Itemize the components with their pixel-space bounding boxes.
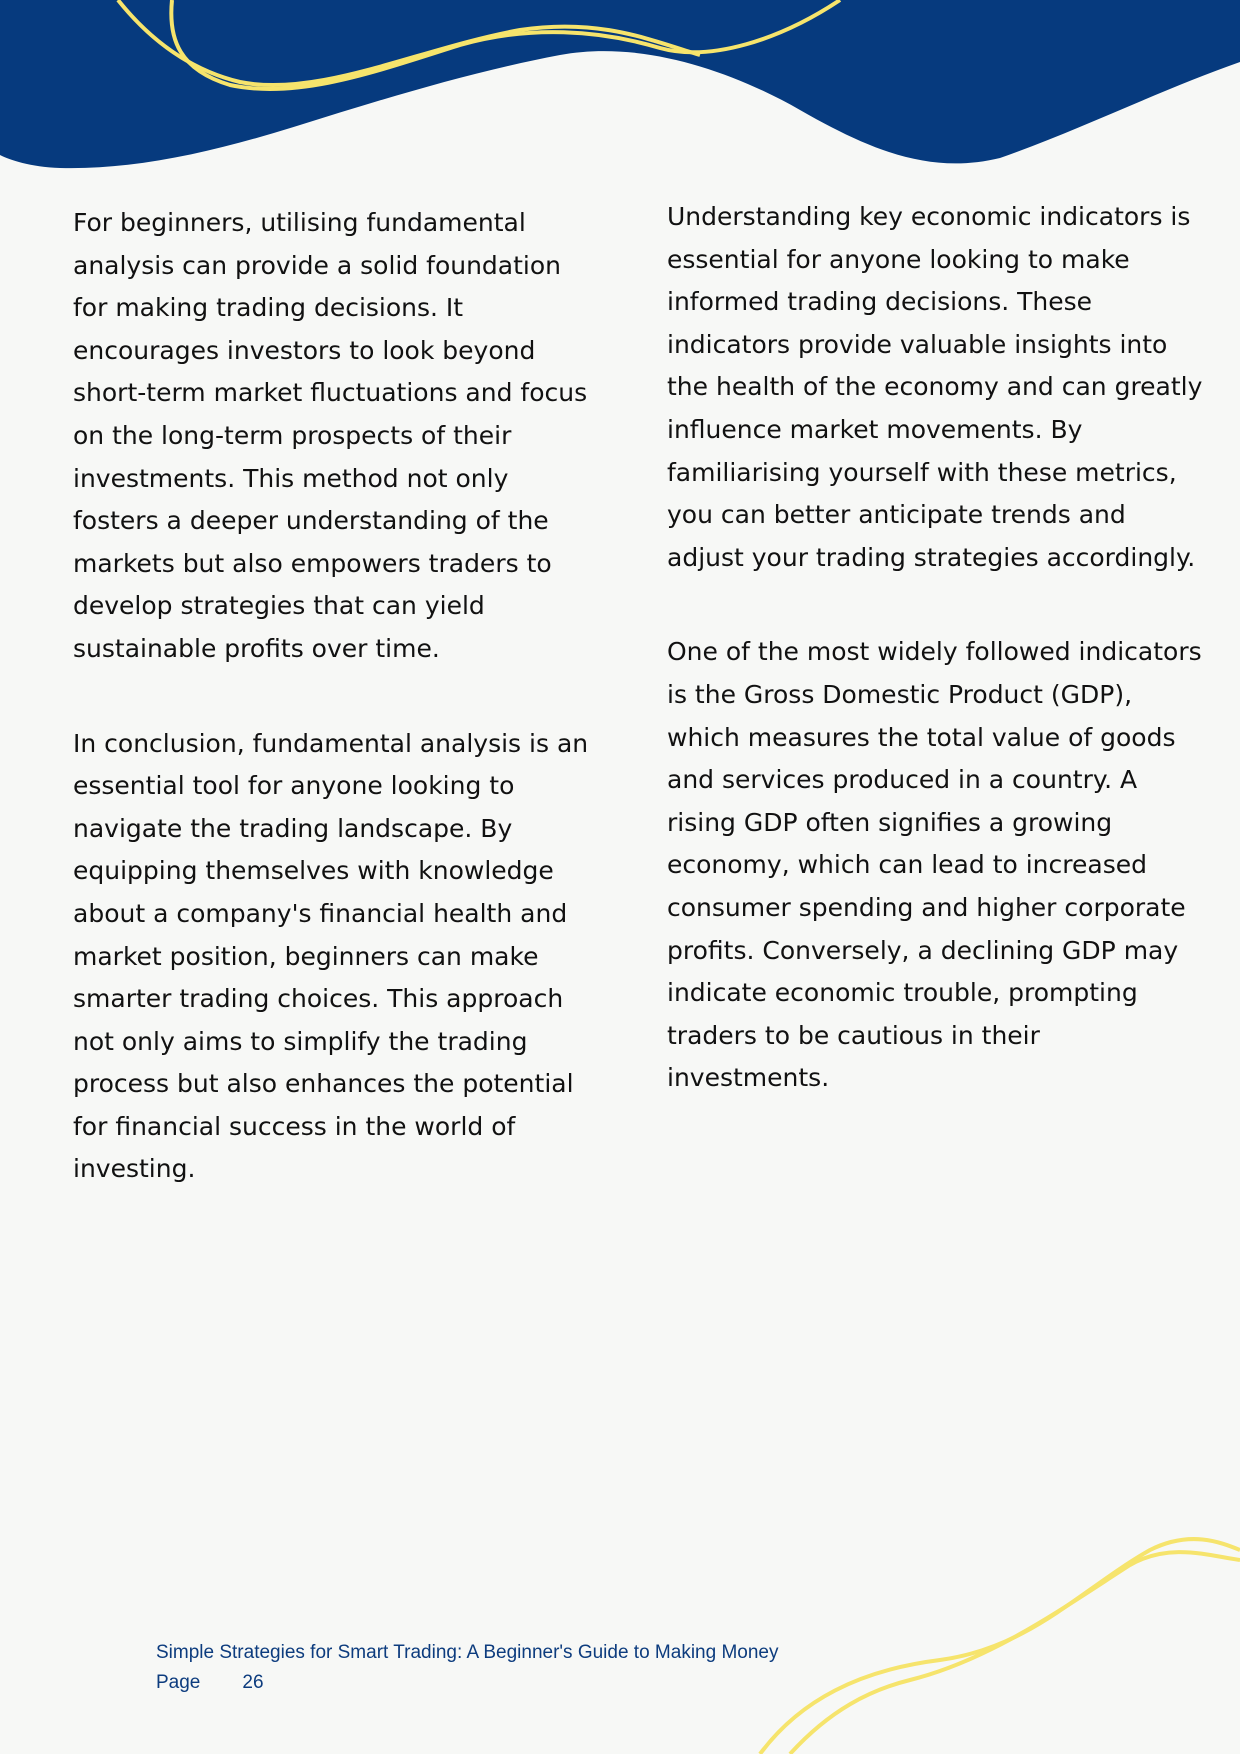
footer-yellow-line-2 (790, 1552, 1240, 1754)
header-navy-wave (0, 0, 1240, 168)
left-column (73, 202, 593, 1191)
footer (156, 1638, 779, 1698)
right-paragraph-2: One of the most widely followed indicators is the Gross Domestic Product (GDP), which measures the total value of goods and services produced in a country. A rising GDP often signifies a growing economy, which can lead to increased consumer spending and higher corporate profits. Conversely, a declining GDP may indicate economic trouble, prompting traders to be cautious in their investments. (667, 637, 1202, 1093)
footer-book-title: Simple Strategies for Smart Trading: A Beginner's Guide to Making Money (156, 1642, 779, 1663)
header-wave-decoration (0, 0, 1240, 175)
left-paragraph-2: In conclusion, fundamental analysis is an essential tool for anyone looking to navigate the trading landscape. By equipping themselves with knowledge about a company's financial health and market position, beginners can make smarter trading choices. This approach not only aims to simplify the trading process but also enhances the potential for financial success in the world of investing. (73, 728, 589, 1184)
footer-page-label: Page (156, 1672, 201, 1693)
footer-wave-decoration (0, 1520, 1240, 1754)
footer-page-number: 26 (242, 1672, 264, 1693)
right-paragraph-1: Understanding key economic indicators is essential for anyone looking to make informed trading decisions. These indicators provide valuable insights into the health of the economy and can greatly influence market movements. By familiarising yourself with these metrics, you can better anticipate trends and adjust your trading strategies accordingly. (667, 202, 1203, 572)
footer-page-indicator (156, 1668, 779, 1698)
right-column (667, 196, 1207, 1100)
left-paragraph-1: For beginners, utilising fundamental analysis can provide a solid foundation for making trading decisions. It encourages investors to look beyond short-term market fluctuations and focus on the long-term prospects of their investments. This method not only fosters a deeper understanding of the markets but also empowers traders to develop strategies that can yield sustainable profits over time. (73, 208, 588, 663)
